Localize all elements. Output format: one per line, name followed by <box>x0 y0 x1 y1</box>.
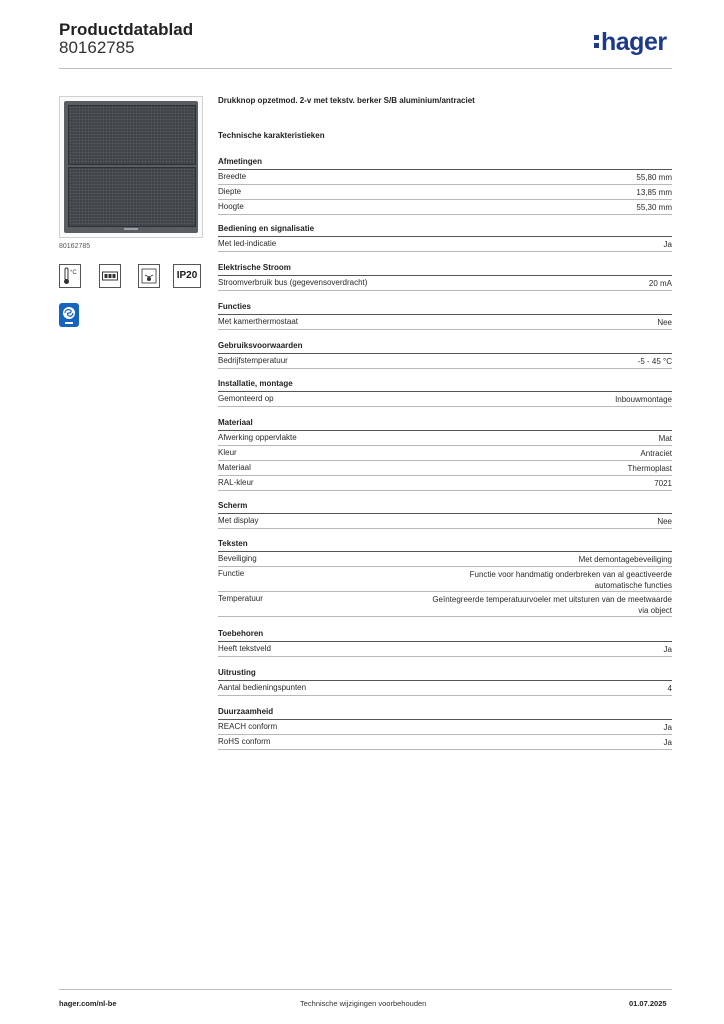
spec-value: 55,30 mm <box>636 203 672 212</box>
spec-value: 4 <box>667 684 672 693</box>
section-heading: Teksten <box>218 538 672 552</box>
spec-label: Met kamerthermostaat <box>218 317 299 326</box>
sensor-icon <box>138 264 160 288</box>
section-heading: Bediening en signalisatie <box>218 223 672 237</box>
spec-label: RoHS conform <box>218 737 271 746</box>
logo-dots <box>594 35 599 51</box>
spec-label: Met display <box>218 516 259 525</box>
spec-row <box>218 392 672 407</box>
spec-value: 7021 <box>654 479 672 488</box>
spec-row <box>218 552 672 567</box>
section-heading: Uitrusting <box>218 667 672 681</box>
section-heading: Materiaal <box>218 417 672 431</box>
upper-rocker <box>68 105 196 165</box>
image-caption: 80162785 <box>59 243 91 250</box>
spec-value: Inbouwmontage <box>615 395 672 404</box>
spec-label: Diepte <box>218 187 242 196</box>
footer-website[interactable]: hager.com/nl-be <box>59 999 117 1008</box>
spec-value: Geïntegreerde temperatuurvoeler met uitsturen van de meetwaarde via object <box>432 595 672 615</box>
spec-value: Ja <box>663 240 672 249</box>
brand-name: hager <box>601 28 667 56</box>
footer-divider <box>59 989 672 990</box>
document-title: Productdatablad <box>59 20 194 39</box>
spec-value: Antraciet <box>640 449 672 458</box>
spec-row <box>218 735 672 750</box>
svg-text:°C: °C <box>70 270 77 276</box>
lower-rocker <box>68 167 196 227</box>
spec-row <box>218 720 672 735</box>
spec-row <box>218 461 672 476</box>
spec-row <box>218 431 672 446</box>
article-number: 80162785 <box>59 38 135 57</box>
spec-value: Met demontagebeveiliging <box>578 555 672 564</box>
switch-plate <box>64 101 198 233</box>
spec-value: Ja <box>663 723 672 732</box>
tech-characteristics-title: Technische karakteristieken <box>218 131 325 140</box>
spec-label: Afwerking oppervlakte <box>218 433 297 442</box>
product-image <box>59 96 203 238</box>
spec-row <box>218 476 672 491</box>
spec-value: Ja <box>663 738 672 747</box>
certification-badge <box>59 303 79 327</box>
spec-value: 55,80 mm <box>636 173 672 182</box>
spec-row <box>218 200 672 215</box>
plate-marker <box>124 228 138 230</box>
spec-label: Breedte <box>218 172 247 181</box>
ip20-badge: IP20 <box>173 264 201 288</box>
spec-label: Materiaal <box>218 463 251 472</box>
spec-label: Temperatuur <box>218 594 263 603</box>
spec-row <box>218 681 672 696</box>
spec-value: 20 mA <box>648 279 672 288</box>
product-name: Drukknop opzetmod. 2-v met tekstv. berker S/B aluminium/antraciet <box>218 96 475 105</box>
spec-row <box>218 170 672 185</box>
spec-value: Thermoplast <box>627 464 672 473</box>
footer-date: 01.07.2025 <box>629 999 667 1008</box>
spec-label: Functie <box>218 569 245 578</box>
spec-row <box>218 185 672 200</box>
spec-label: Bedrijfstemperatuur <box>218 356 288 365</box>
display-icon <box>99 264 121 288</box>
footer-disclaimer: Technische wijzigingen voorbehouden <box>300 999 427 1008</box>
spec-label: Gemonteerd op <box>218 394 274 403</box>
spec-label: Kleur <box>218 448 237 457</box>
spec-label: Heeft tekstveld <box>218 644 271 653</box>
section-heading: Duurzaamheid <box>218 706 672 720</box>
spec-value: Ja <box>663 645 672 654</box>
header-divider <box>59 68 672 69</box>
spec-row <box>218 514 672 529</box>
spec-row <box>218 567 672 592</box>
spec-row <box>218 315 672 330</box>
spec-label: Stroomverbruik bus (gegevensoverdracht) <box>218 278 368 287</box>
section-heading: Toebehoren <box>218 628 672 642</box>
spec-value: Functie voor handmatig onderbreken van al geactiveerde automatische functies <box>469 570 672 590</box>
spec-row <box>218 237 672 252</box>
section-heading: Gebruiksvoorwaarden <box>218 340 672 354</box>
spec-value: -5 - 45 °C <box>637 357 672 366</box>
spec-row <box>218 642 672 657</box>
section-heading: Afmetingen <box>218 156 672 170</box>
spec-row <box>218 276 672 291</box>
hager-logo <box>594 30 667 55</box>
spec-value: Nee <box>657 318 672 327</box>
spec-label: Aantal bedieningspunten <box>218 683 307 692</box>
section-heading: Scherm <box>218 500 672 514</box>
section-heading: Installatie, montage <box>218 378 672 392</box>
section-heading: Functies <box>218 301 672 315</box>
temperature-icon <box>59 264 81 288</box>
spec-label: Met led-indicatie <box>218 239 277 248</box>
spec-value: 13,85 mm <box>636 188 672 197</box>
spec-value: Mat <box>658 434 672 443</box>
spec-label: REACH conform <box>218 722 278 731</box>
spec-row <box>218 446 672 461</box>
section-heading: Elektrische Stroom <box>218 262 672 276</box>
spec-label: Beveiliging <box>218 554 257 563</box>
spec-label: RAL-kleur <box>218 478 254 487</box>
spec-value: Nee <box>657 517 672 526</box>
spec-row <box>218 354 672 369</box>
spec-label: Hoogte <box>218 202 244 211</box>
spec-row <box>218 592 672 617</box>
